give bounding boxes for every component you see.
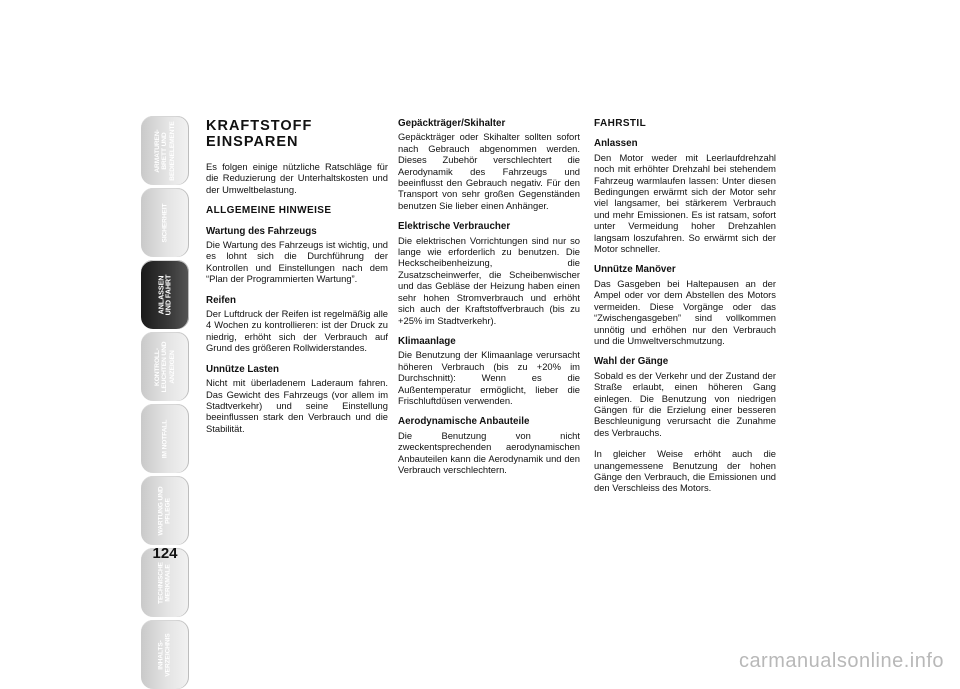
- paragraph: Der Luftdruck der Reifen ist regelmäßig alle 4 Wochen zu kontrollieren: ist der Druck zu niedrig, erhöht sich der Verbrauch auf Grund des größeren Rollwiderstandes.: [206, 308, 388, 354]
- subheading: Unnütze Manöver: [594, 264, 676, 276]
- paragraph: Die Benutzung von nicht zweckentsprechenden aerodynamischen Anbauteilen kann die Aerodynamik und den Verbrauch verschlechtern.: [398, 429, 580, 475]
- paragraph: Den Motor weder mit Leerlaufdrehzahl noch mit erhöhter Drehzahl bei stehendem Fahrzeug warmlaufen lassen: Unter diesen Bedingungen erwärmt sich der Motor sehr viel langsamer, bei stärkerem Verbrauch und mehr Emissionen. Es ist ratsam, sofort unter Vermeidung hoher Drehzahlen langsam loszufahren. So erwärmt sich der Motor schneller.: [594, 151, 776, 255]
- paragraph: Sobald es der Verkehr und der Zustand der Straße erlaubt, einen höheren Gang einlegen. Die Benutzung von niedrigen Gängen für die Erzielung einer besseren Beschleunigung verursacht die Zunahme des Verbrauchs.: [594, 369, 776, 438]
- tab-label: INHALTS- VERZEICHNIS: [157, 632, 172, 677]
- subheading: Elektrische Verbraucher: [398, 221, 511, 233]
- column-1: [206, 118, 388, 444]
- tab-label: SICHERHEIT: [161, 203, 169, 242]
- watermark-text: carmanualsonline.info: [738, 650, 944, 672]
- section-heading: ALLGEMEINE HINWEISE: [206, 205, 332, 217]
- subheading: Klimaanlage: [398, 335, 456, 347]
- tab-sicherheit[interactable]: [141, 188, 189, 257]
- tab-wartung-und-pflege[interactable]: [141, 476, 189, 545]
- subheading: Gepäckträger/Skihalter: [398, 118, 506, 129]
- tab-kontrollleuchten[interactable]: [141, 332, 189, 401]
- paragraph: Die Benutzung der Klimaanlage verursacht höheren Verbrauch (bis zu +20% im Durchschnitt): Wenn es die Außentemperatur ermöglicht, lieber die Frischluftdüsen verwenden.: [398, 349, 580, 406]
- subheading: Aerodynamische Anbauteile: [398, 416, 530, 428]
- tab-label: WARTUNG UND PFLEGE: [157, 485, 172, 536]
- tab-label: KONTROLL- LEUCHTEN UND ANZEIGEN: [153, 341, 176, 392]
- paragraph: Nicht mit überladenem Laderaum fahren. Das Gewicht des Fahrzeugs (vor allem im Stadtverkehr) und seine Einstellung beeinflussen stark den Verbrauch und die Stabilität.: [206, 377, 388, 434]
- paragraph: Die Wartung des Fahrzeugs ist wichtig, und es lohnt sich die Durchführung der Kontrollen und Einstellungen nach dem “Plan der Programmierten Wartung”.: [206, 239, 388, 285]
- paragraph: Gepäckträger oder Skihalter sollten sofort nach Gebrauch abgenommen werden. Dieses Zubehör verschlechtert die Aerodynamik des Fahrzeugs und beeinflusst den Gebrauch negativ. Für den Transport von sehr großen Gegenständen benutzen Sie lieber einen Anhänger.: [398, 131, 580, 211]
- tab-label: ARMATUREN- BRETT UND BEDIENELEMENTE: [153, 120, 176, 181]
- subheading: Unnütze Lasten: [206, 363, 279, 375]
- paragraph: In gleicher Weise erhöht auch die unangemessene Benutzung der hohen Gänge den Verbrauch, die Emissionen und den Verschleiss des Motors.: [594, 448, 776, 494]
- tab-anlassen-und-fahrt[interactable]: [141, 260, 189, 329]
- intro-paragraph: Es folgen einige nützliche Ratschläge für die Reduzierung der Unterhaltskosten und der Umweltbelastung.: [206, 161, 388, 195]
- subheading: Anlassen: [594, 138, 638, 150]
- tab-label: IM NOTFALL: [161, 419, 169, 458]
- tab-label: ANLASSEN UND FAHRT: [156, 274, 173, 315]
- paragraph: Die elektrischen Vorrichtungen sind nur so lange wie erforderlich zu benutzen. Die Heckscheibenheizung, die Zusatzscheinwerfer, die Scheibenwischer und das Gebläse der Heizung haben einen sehr hohen Stromverbrauch und erhöht sich auch der Kraftstoffverbrauch (bis zu +25% im Stadtverkehr).: [398, 234, 580, 326]
- page-title: KRAFTSTOFF EINSPAREN: [206, 118, 313, 150]
- column-2: [398, 118, 580, 485]
- paragraph: Das Gasgeben bei Haltepausen an der Ampel oder vor dem Abstellen des Motors vermeiden. Diese Vorgänge oder das “Zwischengasgeben” sind vollkommen unnötig und erhöhen nur den Verbrauch und die Umweltverschmutzung.: [594, 277, 776, 346]
- tab-armaturenbrett[interactable]: [141, 116, 189, 185]
- tab-im-notfall[interactable]: [141, 404, 189, 473]
- tab-label: TECHNISCHE MERKMALE: [157, 561, 172, 604]
- subheading: Wahl der Gänge: [594, 356, 669, 368]
- column-3: [594, 118, 776, 504]
- subheading: Wartung des Fahrzeugs: [206, 225, 317, 237]
- page-number: 124: [152, 545, 178, 562]
- subheading: Reifen: [206, 294, 236, 306]
- section-heading: FAHRSTIL: [594, 118, 647, 129]
